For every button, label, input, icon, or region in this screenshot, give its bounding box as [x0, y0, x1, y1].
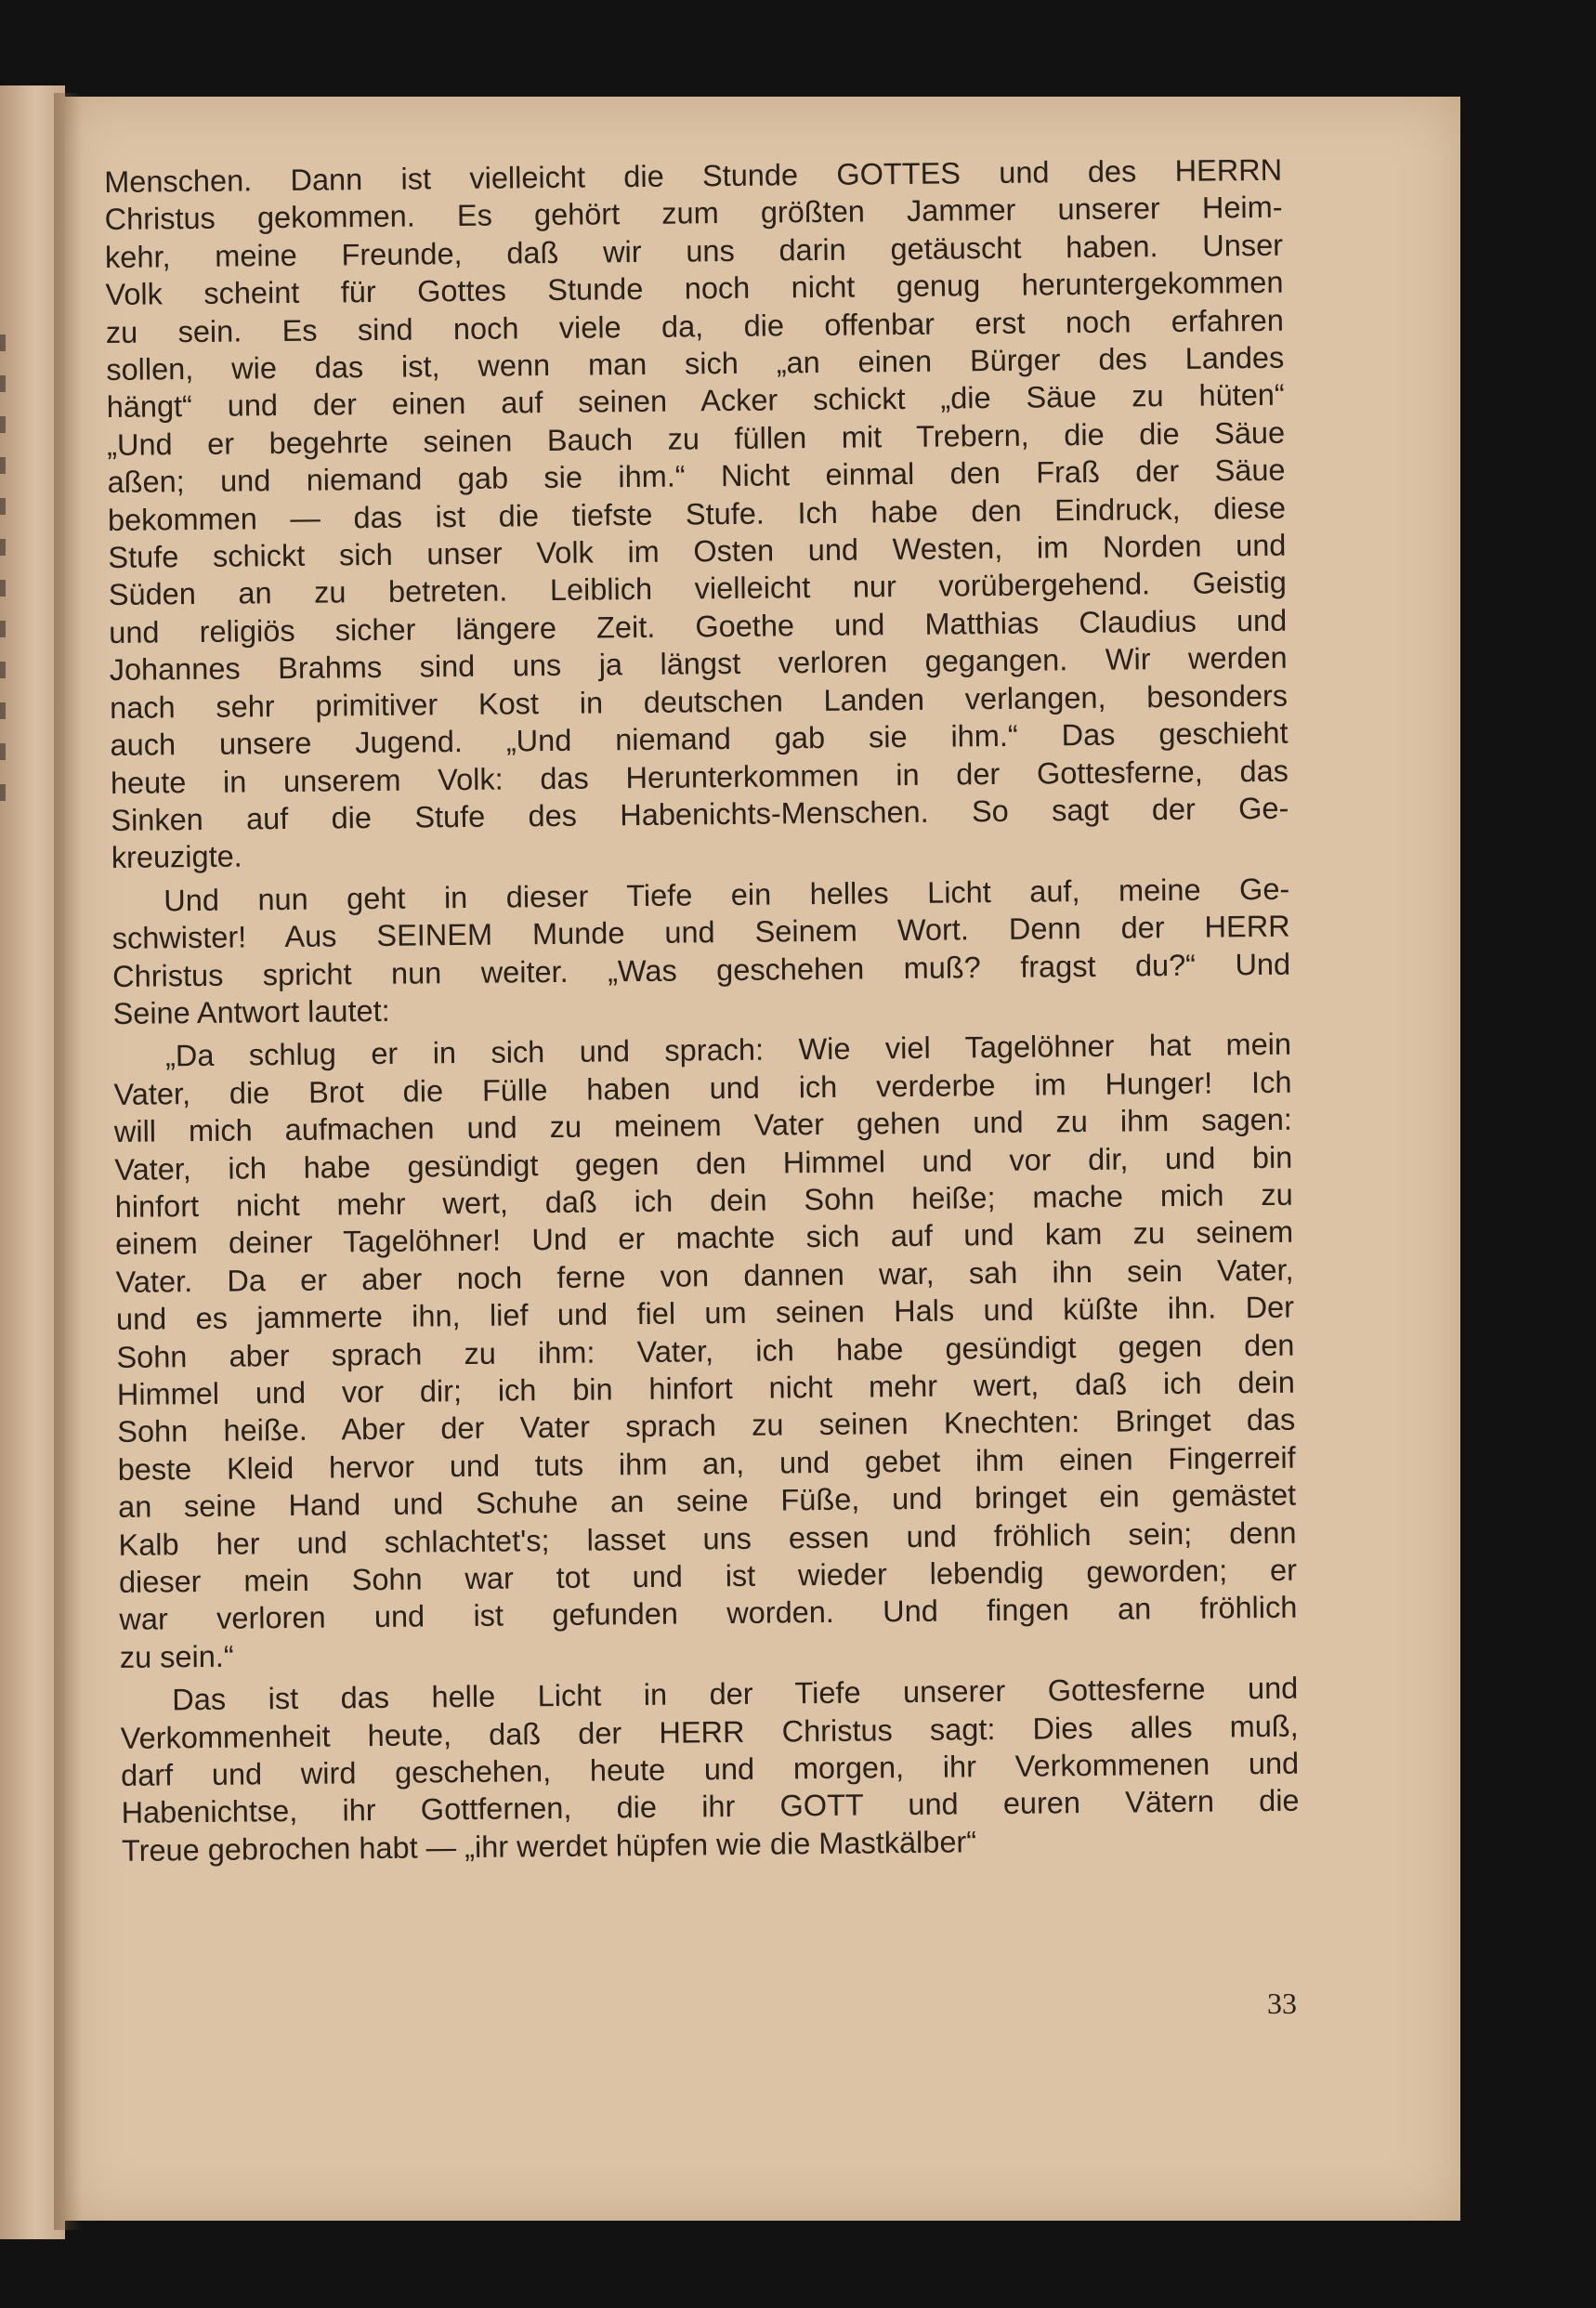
text-line: war verloren und ist gefunden worden. Und fingen an fröhlich: [119, 1591, 1298, 1637]
text-line: auch unsere Jugend. „Und niemand gab sie ihm.“ Das geschieht: [110, 715, 1289, 763]
text-line: Und nun geht in dieser Tiefe ein helles Licht auf, meine Ge-: [164, 872, 1290, 918]
text-line: Volk scheint für Gottes Stunde noch nicht genug heruntergekommen: [105, 265, 1284, 312]
text-line: Das ist das helle Licht in der Tiefe unserer Gottesferne und: [172, 1671, 1299, 1717]
facing-page-text-fragments: [0, 334, 13, 825]
text-line: kreuzigte.: [111, 839, 242, 875]
text-line: nach sehr primitiver Kost in deutschen Landen verlangen, besonders: [109, 678, 1289, 725]
page-number: 33: [1267, 1987, 1297, 2020]
text-line: Vater, die Brot die Fülle haben und ich verderbe im Hunger! Ich: [113, 1065, 1292, 1111]
text-line: Treue gebrochen habt — „ihr werdet hüpfen wie die Mastkälber“: [121, 1825, 977, 1868]
text-line: zu sein. Es sind noch viele da, die offenbar erst noch erfahren: [105, 303, 1285, 349]
text-line: kehr, meine Freunde, daß wir uns darin getäuscht haben. Unser: [104, 228, 1284, 274]
text-line: Himmel und vor dir; ich bin hinfort nicht mehr wert, daß ich dein: [116, 1365, 1295, 1411]
paragraph: [104, 151, 1289, 877]
text-line: darf und wird geschehen, heute und morgen, ihr Verkommenen und: [120, 1746, 1300, 1792]
text-line: bekommen — das ist die tiefste Stufe. Ich habe den Eindruck, diese: [107, 491, 1287, 537]
text-line: dieser mein Sohn war tot und ist wieder lebendig geworden; er: [118, 1553, 1298, 1599]
text-line: will mich aufmachen und zu meinem Vater gehen und zu ihm sagen:: [113, 1102, 1293, 1149]
text-line: Sinken auf die Stufe des Habenichts-Menschen. So sagt der Ge-: [111, 791, 1289, 837]
text-line: heute in unserem Volk: das Herunterkommen in der Gottesferne, das: [110, 754, 1289, 800]
text-line: aßen; und niemand gab sie ihm.“ Nicht einmal den Fraß der Säue: [107, 452, 1286, 500]
text-line: zu sein.“: [119, 1639, 234, 1674]
paragraph: [120, 1670, 1300, 1869]
text-line: „Da schlug er in sich und sprach: Wie viel Tagelöhner hat mein: [164, 1028, 1292, 1073]
text-line: Sohn heiße. Aber der Vater sprach zu seinen Knechten: Bringet das: [117, 1403, 1296, 1449]
text-line: Verkommenheit heute, daß der HERR Christus sagt: Dies alles muß,: [120, 1709, 1299, 1755]
text-line: hinfort nicht mehr wert, daß ich dein Sohn heiße; mache mich zu: [114, 1177, 1293, 1224]
page-body-text: [104, 151, 1300, 1869]
text-line: Kalb her und schlachtet's; lasset uns essen und fröhlich sein; denn: [118, 1515, 1297, 1562]
text-line: hängt“ und der einen auf seinen Acker schickt „die Säue zu hüten“: [106, 378, 1285, 425]
text-line: einem deiner Tagelöhner! Und er machte sich auf und kam zu seinem: [114, 1215, 1294, 1262]
text-line: Vater, ich habe gesündigt gegen den Himmel und vor dir, und bin: [114, 1140, 1293, 1187]
text-line: Christus spricht nun weiter. „Was geschehen muß? fragst du?“ Und: [111, 947, 1291, 993]
text-line: Stufe schickt sich unser Volk im Osten und Westen, im Norden und: [108, 528, 1287, 575]
book-gutter: [54, 93, 82, 2230]
text-line: beste Kleid hervor und tuts ihm an, und gebet ihm einen Fingerreif: [117, 1440, 1296, 1487]
text-line: schwister! Aus SEINEM Munde und Seinem Wort. Denn der HERR: [111, 909, 1290, 956]
text-line: Christus gekommen. Es gehört zum größten Jammer unserer Heim-: [104, 190, 1283, 237]
paragraph: [111, 870, 1291, 1032]
text-line: „Und er begehrte seinen Bauch zu füllen mit Trebern, die die Säue: [106, 415, 1286, 462]
text-line: an seine Hand und Schuhe an seine Füße, und bringet ein gemästet: [117, 1477, 1297, 1525]
text-line: Sohn aber sprach zu ihm: Vater, ich habe gesündigt gegen den: [116, 1328, 1295, 1374]
text-line: Vater. Da er aber noch ferne von dannen war, sah ihn sein Vater,: [115, 1252, 1294, 1299]
paragraph: [113, 1026, 1298, 1676]
text-line: Seine Antwort lautet:: [112, 993, 390, 1030]
text-line: sollen, wie das ist, wenn man sich „an einen Bürger des Landes: [106, 340, 1285, 387]
text-line: Johannes Brahms sind uns ja längst verloren gegangen. Wir werden: [109, 640, 1288, 688]
text-line: Süden an zu betreten. Leiblich vielleicht nur vorübergehend. Geistig: [108, 566, 1287, 612]
text-line: Menschen. Dann ist vielleicht die Stunde GOTTES und des HERRN: [104, 152, 1283, 199]
text-line: und es jammerte ihn, lief und fiel um seinen Hals und küßte ihn. Der: [115, 1290, 1295, 1337]
text-line: und religiös sicher längere Zeit. Goethe und Matthias Claudius und: [109, 603, 1288, 649]
text-line: Habenichtse, ihr Gottfernen, die ihr GOTT und euren Vätern die: [121, 1784, 1300, 1830]
